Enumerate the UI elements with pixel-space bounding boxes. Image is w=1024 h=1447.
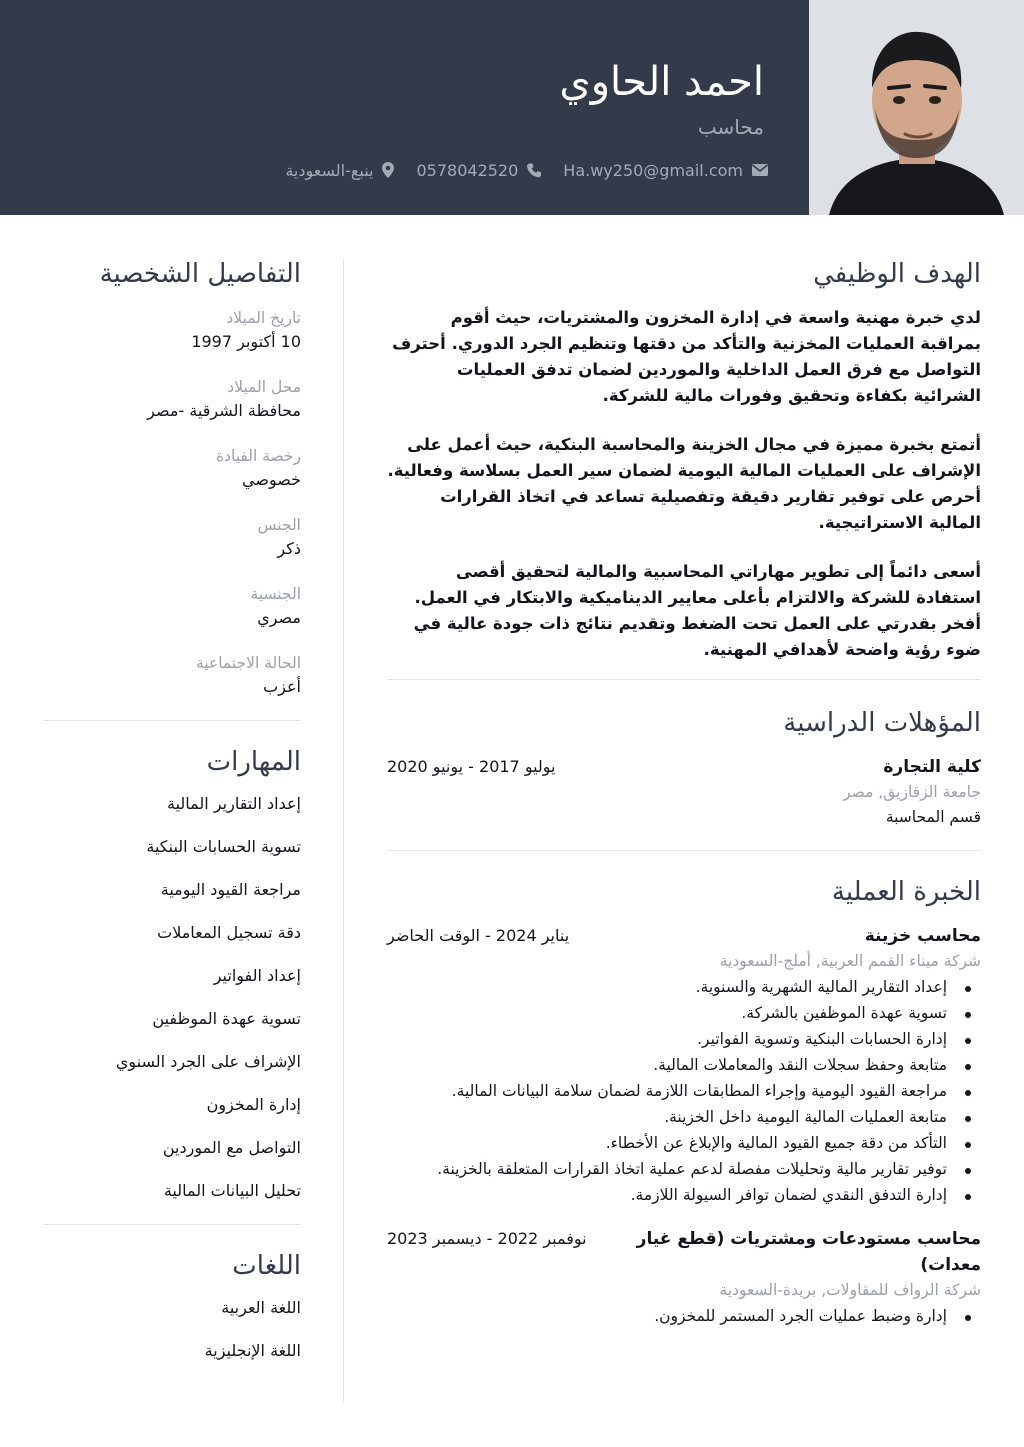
skills-heading: المهارات	[206, 747, 301, 777]
list-item: إدارة الحسابات البنكية وتسوية الفواتير.	[387, 1026, 947, 1052]
skill-item: تسوية عهدة الموظفين	[152, 1009, 301, 1028]
list-item: إدارة التدفق النقدي لضمان توافر السيولة اللازمة.	[387, 1182, 947, 1208]
education-department: قسم المحاسبة	[885, 808, 981, 826]
languages-list	[43, 1295, 301, 1364]
detail-label: الحالة الاجتماعية	[195, 654, 301, 672]
objective-paragraph: أسعى دائماً إلى تطوير مهاراتي المحاسبية والمالية لتحقيق أقصى استفادة للشركة والالتزام بأعلى معايير الديناميكية والابتكار في العمل. أفخر بقدرتي على العمل تحت الضغط وتقديم نتائج ذات جودة عالية في ضوء رؤية واضحة لأهدافي المهنية.	[413, 562, 981, 659]
detail-label: الجنس	[257, 516, 301, 534]
language-item: اللغة العربية	[221, 1298, 301, 1317]
skill-item: تحليل البيانات المالية	[163, 1181, 301, 1200]
language-item: اللغة الإنجليزية	[204, 1341, 301, 1360]
contact-email[interactable]	[563, 161, 768, 180]
detail-label: الجنسية	[250, 585, 301, 603]
company-name: شركة ميناء القمم العربية, أملج-السعودية	[719, 952, 981, 970]
detail-label: تاريخ الميلاد	[226, 309, 301, 327]
phone-icon	[527, 163, 541, 178]
list-item: متابعة وحفظ سجلات النقد والمعاملات المالية.	[387, 1052, 947, 1078]
skill-item: إعداد التقارير المالية	[167, 794, 301, 813]
languages-heading: اللغات	[232, 1251, 301, 1281]
detail-value: خصوصي	[242, 470, 301, 489]
detail-field	[43, 376, 301, 424]
section-divider	[43, 720, 301, 721]
list-item: متابعة العمليات المالية اليومية داخل الخزينة.	[387, 1104, 947, 1130]
detail-field	[43, 652, 301, 700]
contact-phone[interactable]	[416, 161, 541, 180]
list-item: توفير تقارير مالية وتحليلات مفصلة لدعم عملية اتخاذ القرارات المتعلقة بالخزينة.	[387, 1156, 947, 1182]
detail-value: مصري	[257, 608, 301, 627]
list-item: مراجعة القيود اليومية وإجراء المطابقات اللازمة لضمان سلامة البيانات المالية.	[387, 1078, 947, 1104]
phone-text: 0578042520	[416, 160, 519, 180]
list-item: إعداد التقارير المالية الشهرية والسنوية.	[387, 974, 947, 1000]
section-divider	[43, 1224, 301, 1225]
detail-value: محافظة الشرقية -مصر	[147, 401, 301, 420]
map-pin-icon	[382, 162, 394, 178]
experience-item	[387, 923, 981, 1208]
detail-label: محل الميلاد	[227, 378, 301, 396]
profile-photo	[809, 0, 1024, 215]
skill-item: الإشراف على الجرد السنوي	[115, 1052, 301, 1071]
contact-location[interactable]	[285, 161, 394, 180]
experience-dates: يناير 2024 - الوقت الحاضر	[387, 926, 570, 945]
skill-item: إعداد الفواتير	[213, 966, 301, 985]
location-text: ينبع-السعودية	[285, 160, 374, 180]
main-column	[387, 255, 981, 1329]
degree-title: كلية التجارة	[883, 757, 981, 777]
detail-field	[43, 307, 301, 355]
objective-paragraph: أتمتع بخبرة مميزة في مجال الخزينة والمحاسبة البنكية، حيث أعمل على الإشراف على العمليات المالية اليومية لضمان سير العمل بسلاسة وفعالية. أحرص على توفير تقارير دقيقة وتفصيلية تساعد في اتخاذ القرارات المالية الاستراتيجية.	[387, 435, 981, 532]
detail-field	[43, 445, 301, 493]
section-divider	[387, 679, 981, 680]
duties-list	[387, 1303, 981, 1329]
skill-item: مراجعة القيود اليومية	[160, 880, 301, 899]
objective-text	[387, 305, 981, 663]
education-heading: المؤهلات الدراسية	[783, 708, 981, 738]
education-item	[387, 754, 981, 830]
duties-list	[387, 974, 981, 1208]
envelope-icon	[752, 164, 768, 176]
sidebar	[43, 255, 301, 1381]
detail-value: ذكر	[277, 539, 301, 558]
contact-bar	[285, 157, 768, 183]
list-item: تسوية عهدة الموظفين بالشركة.	[387, 1000, 947, 1026]
skill-item: إدارة المخزون	[206, 1095, 301, 1114]
detail-value: 10 أكتوبر 1997	[191, 332, 301, 351]
candidate-name: احمد الحاوي	[559, 59, 764, 105]
objective-paragraph: لدي خبرة مهنية واسعة في إدارة المخزون والمشتريات، حيث أقوم بمراقبة العمليات المخزنية والتأكد من دقتها وتنظيم الجرد الدوري. أحترف التواصل مع فرق العمل الداخلية والموردين لضمان تدفق العمليات الشرائية بكفاءة وتحقيق وفورات مالية للشركة.	[392, 308, 981, 405]
experience-item	[387, 1226, 981, 1329]
education-institution: جامعة الزقازيق, مصر	[843, 783, 981, 801]
experience-dates: نوفمبر 2022 - ديسمبر 2023	[387, 1229, 587, 1248]
list-item: إدارة وضبط عمليات الجرد المستمر للمخزون.	[387, 1303, 947, 1329]
job-title: محاسب	[697, 115, 764, 139]
detail-value: أعزب	[263, 677, 301, 696]
education-dates: يوليو 2017 - يونيو 2020	[387, 757, 556, 776]
skills-list	[43, 791, 301, 1204]
list-item: التأكد من دقة جميع القيود المالية والإبلاغ عن الأخطاء.	[387, 1130, 947, 1156]
company-name: شركة الرواف للمقاولات, بريدة-السعودية	[719, 1281, 981, 1299]
skill-item: التواصل مع الموردين	[162, 1138, 301, 1157]
column-divider	[343, 258, 344, 1403]
detail-field	[43, 583, 301, 631]
objective-heading: الهدف الوظيفي	[813, 259, 981, 289]
experience-heading: الخبرة العملية	[831, 877, 981, 907]
detail-field	[43, 514, 301, 562]
skill-item: دقة تسجيل المعاملات	[157, 923, 301, 942]
section-divider	[387, 850, 981, 851]
personal-details-heading: التفاصيل الشخصية	[99, 259, 301, 289]
role-title: محاسب خزينة	[864, 926, 981, 946]
detail-label: رخصة القيادة	[215, 447, 301, 465]
role-title: محاسب مستودعات ومشتريات (قطع غيار معدات)	[636, 1229, 981, 1275]
email-text: Ha.wy250@gmail.com	[563, 160, 743, 180]
skill-item: تسوية الحسابات البنكية	[146, 837, 301, 856]
